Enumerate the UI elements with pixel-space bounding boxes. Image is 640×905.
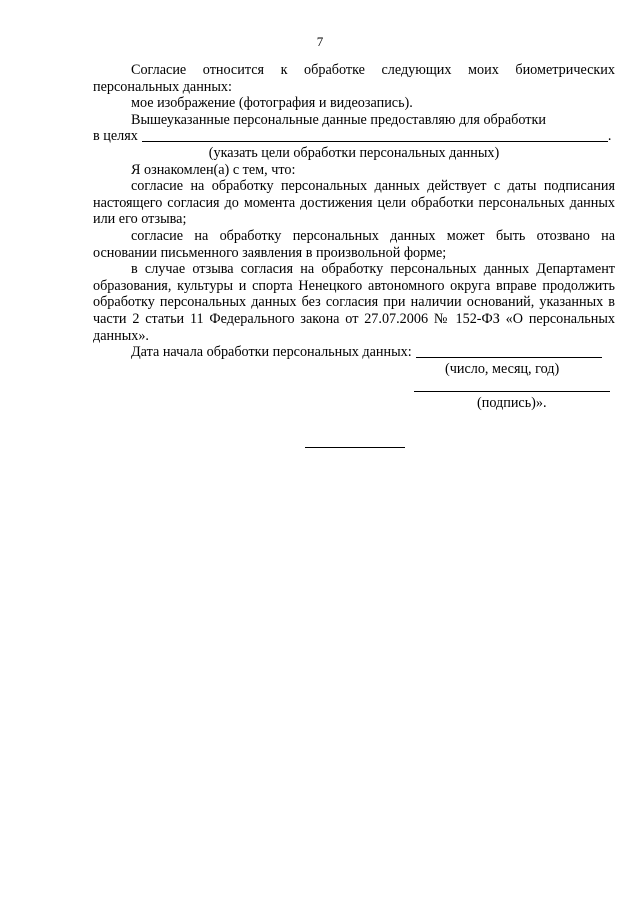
purpose-prefix: в целях	[93, 128, 138, 145]
paragraph-revocation-consequences: в случае отзыва согласия на обработку персональных данных Департамент образования, культуры и спорта Ненецкого автономного округа вправе продолжить обработку персональных данных без согласия при наличии оснований, указанных в части 2 статьи 11 Федерального закона от 27.07.2006 № 152-ФЗ «О персональных данных».	[93, 261, 615, 344]
purpose-field-row	[93, 128, 615, 145]
signature-blank-line[interactable]	[414, 391, 610, 392]
purpose-blank-line[interactable]	[142, 129, 608, 142]
paragraph-purpose-intro: Вышеуказанные персональные данные предоставляю для обработки	[131, 111, 546, 128]
start-date-label: Дата начала обработки персональных данных:	[131, 344, 412, 361]
page-number: 7	[316, 34, 324, 49]
signature-area	[93, 361, 615, 421]
paragraph-validity: согласие на обработку персональных данных действует с даты подписания настоящего согласия до момента достижения цели обработки персональных данных или его отзыва;	[93, 178, 615, 228]
paragraph-image-item: мое изображение (фотография и видеозапись).	[131, 95, 413, 112]
end-separator-line	[305, 447, 405, 448]
start-date-blank-line[interactable]	[416, 345, 602, 358]
signature-caption: (подпись)».	[477, 394, 547, 411]
paragraph-biometric-scope: Согласие относится к обработке следующих моих биометрических персональных данных:	[93, 62, 615, 95]
paragraph-revocation: согласие на обработку персональных данных может быть отозвано на основании письменного заявления в произвольной форме;	[93, 227, 615, 261]
date-caption: (число, месяц, год)	[445, 360, 560, 377]
start-date-row	[93, 344, 615, 361]
purpose-suffix: .	[607, 128, 612, 145]
document-body	[93, 62, 615, 421]
purpose-caption: (указать цели обработки персональных данных)	[208, 144, 500, 161]
paragraph-acknowledgement: Я ознакомлен(а) с тем, что:	[131, 161, 296, 178]
